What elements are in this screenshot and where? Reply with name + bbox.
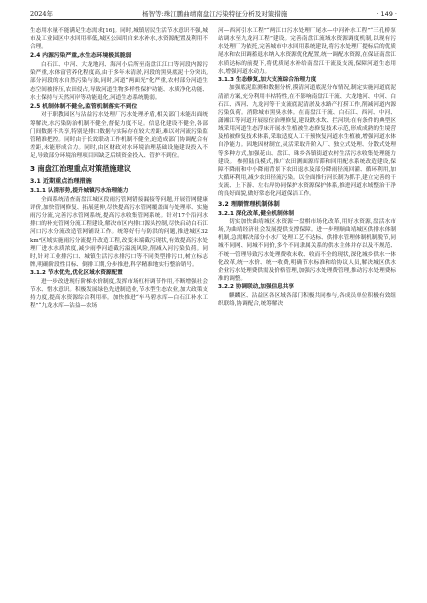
paragraph: 河—西河引水工程”“两江口污水处理厂尾水—中河补水工程”“三孔桥泵站调水至九龙河工程”建设。完善南盘江流域水资源调度机制,以现有污水处理厂为依托,完善城市中水回用系统建设,将污水处理厂提标后的优质尾水和农田调蓄退水纳入水资源优化配置,统一调配水资源,在保证南盘江水质达标的前提下,将优质尾水补给南盘江干流及支流,保障河道生态用水,增强河道水动力。: [218, 28, 396, 75]
section-heading: 2.4 内源污染严重,水生态环境极其脆弱: [30, 53, 132, 60]
paragraph: 加强底泥监测和数据分析,摸清河道底泥分布情况,制定实施河道底泥清淤方案,充分利用丰枯特性,在不影响南盘江干流、大龙地河、中河、白石江、西河、九龙河等干支流底泥清淤及水路产打捞工作,削减河道内源污染负荷。消除城市黑臭水体。在南盘江干流、白石江、西河、中河、潇湘江等河道开展原位治理修复,建设跌水坎、拦河坝;在有条件的典型区域采用河道生态浮床开展水生植被生态修复技术示范,形成成熟的生境营及植被修复技术体系,采取适度人工干预恢复河道水生植被,增强河道水体自净能力。因地因材制宜,灵活采取升阶入厂、独立式处理、分散式处理等多种方式,加强花山、盘江、珠乡各镇街道农村生活污水收集处理能力建设。 参照陆良模式,推广农田测面源库滞和回用配水系统改造建设,保障不降雨和中小降雨背景下农田退水及部分降雨径流回灌、循环利用,加大循环利用,减少农田径流污染。以全面推行河长制为抓手,建立完善的干支流、上下游、左右岸协同保护水资源保护体系,推进河道水域整治干净的良好面貌,做好常态化河道保洁工作。: [218, 85, 396, 198]
subsection-heading: 3.1.3 生态修复,加大支流综合治理力度: [218, 76, 317, 83]
paragraph: 全面系统清查南盘江城区段雨污管网错接漏接等问题,开展管网健康评价,加快管网修复、拓展延伸,尽快提高污水管网覆盖面与处理率、实施雨污分流,完善污水管网系统,提高污水收集管网系统。针对17个沿河水排口的补充管网分流工程建设,解决市区内排口源头控制,尽快启动白石江河口污水分流改造管网铺设工作。统筹好行与防洪的问题,推进城区32 km²区域实施雨污分流提升改造工程,改变未端截污现状,有效提高污水处理厂进水水质浓度,减少雨季河道截污溢流风险,削减入河污染负荷。同时,针对工业排污口、城镇生活污水排污口等不同类型排污口,树立标志牌,明确阶段性目标、倒排工期,分步推进,科学精准地实行整治销号。: [30, 196, 208, 269]
section-heading: 3.2 理顺管理机制体制: [218, 200, 280, 208]
paragraph: 生态用水量不能满足生态需求[16]。同时,城镇居民生活节水意识不强,城市及工业园区中水回用率低,城区公园用自来水补水,水资源配置及利用不合理。: [30, 28, 208, 51]
paragraph: 对于职教园区与沾益污水处理厂污水处理矛盾,相关部门未能出面统筹解决,水污染防治机制不健全,督促力度不足。信息化建设不健全,各部门间数据不共享,特别是排口数据与实际存在较大差距,难以对河流污染监管精准把控。同时由于长效联动工作机制不健全,迫造成部门协调配合有差距,未能形成合力。同时,由区财政对水环境治理基础设施建设投入不足,导致部分环境治理项目因缺乏后续资金投入、管护不到位。: [30, 112, 208, 160]
body-columns: [30, 27, 397, 310]
left-column: [30, 27, 208, 310]
paragraph: 进一步改进现行阶梯水价制度,发挥市场杠杆调节作用,不断增强社会节水、惜水意识。积极发展绿色先进制造业,节水型生态农业,加大政策支持力度,提高水资源综合利用率。加快推进“车马碧水库—白石江补水工程”“九龙水库—沾益—农场: [30, 278, 208, 310]
chapter-heading: 3 南盘江治理重点对策措施建议: [30, 164, 131, 174]
running-header: [30, 8, 397, 20]
running-title: 杨智等:珠江鹏曲靖南盘江污染特征分析及对策措施: [142, 10, 288, 18]
subsection-heading: 3.1.2 节水优先,优化区域水资源配置: [30, 270, 123, 277]
right-column: [218, 27, 396, 310]
paragraph: 麒麟区、沾益区各区域各部门积极共同参与,各成员单位积极有效组织联络,协调配合,统筹解决: [218, 292, 396, 307]
paragraph: 切实加快曲靖城区水资源一盘棋市场化改革,用好水资源,盘活水市场,为曲靖经济社会发展提供支撑保障。进一步理顺曲靖城区供排水体制机制,急需解决部分小水厂处理工艺不达标、供排水管理体制机制脱节,同城不同网、同城不同价,多个不同隶属关系的供水主体并存以及不规范、不统一管理导致污水处理费收未收、收而不全的现状,深化城乡供水一体化改革,统一水价、统一收费,明确节水标准和给协议人员,解决城区供水企业污水处理费供需及价格管理,加强污水处理费管理,推动污水处理费标准的调整。: [218, 218, 396, 283]
subsection-heading: 3.2.2 协调联动,加强信息共享: [218, 284, 294, 291]
subsection-heading: 3.1.1 认清形势,提升城镇污水治理能力: [30, 188, 129, 195]
journal-year: 2024年: [30, 10, 54, 18]
paragraph: 白石江、中河、大龙地河、海河小后所至南盘江江口等河段内源污染严重,水体富营养化程度高,由于多年未清淤,河段的黑臭底泥十分突出,部分河段的水自然污染与浊,同时,河道“两面光”化严重,农村部分河道生态空间被挤压,农田侵占,导致河道生物多样性保护功能、水质净化功能、水土保持与天然河岸等功能退化,河道生态系统脆弱。: [30, 62, 208, 101]
subsection-heading: 3.2.1 深化改革,健全机制体制: [218, 210, 294, 217]
section-heading: 2.5 机制体制不健全,监管机制落实不到位: [30, 103, 138, 110]
section-heading: 3.1 近期重点治理措施: [30, 178, 92, 186]
page-number: · 149 ·: [376, 10, 397, 18]
